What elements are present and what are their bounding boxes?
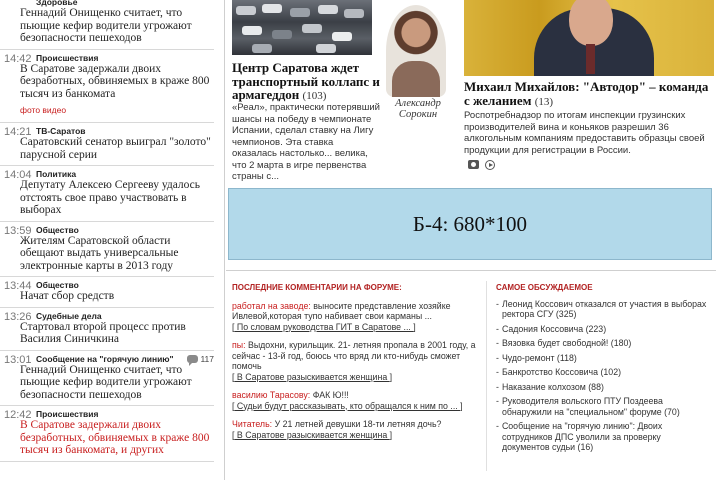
discussed-item[interactable]	[496, 396, 710, 417]
story-1-title[interactable]: Центр Саратова ждет транспортный коллапс и армагеддон (103)	[232, 60, 380, 102]
feed-item	[0, 123, 214, 166]
most-discussed	[496, 283, 710, 457]
discussed-link[interactable]: Чудо-ремонт (118)	[501, 352, 577, 363]
feed-item	[0, 406, 214, 462]
forum-comment	[232, 301, 478, 333]
feed-title[interactable]: Начат сбор средств	[20, 290, 115, 302]
discussed-item[interactable]	[496, 367, 710, 378]
author-name[interactable]: Александр Сорокин	[395, 98, 441, 120]
feed-time: 13:26	[4, 310, 32, 323]
feed-title[interactable]: Стартовал второй процесс против Василия Синичкина	[20, 320, 186, 345]
feed-title[interactable]: В Саратове задержали двоих безработных, обвиняемых в краже 800 тысяч из банкомата	[20, 62, 210, 100]
feed-item	[0, 308, 214, 351]
comment-text: Выдохни, курильщик. 21- летняя пропала в 2001 году, а сейчас - 13-й год, боюсь что вряд ли кто-нибудь сможет помочь	[232, 340, 476, 371]
feed-title[interactable]: Геннадий Онищенко считает, что пьющие кефир водители угрожают безопасности пешеходов	[20, 7, 192, 44]
comment-user[interactable]: василию Тарасову:	[232, 390, 311, 400]
section-divider	[486, 281, 487, 471]
comment-text: ФАК Ю!!!	[312, 390, 349, 400]
traffic-photo[interactable]	[232, 0, 372, 55]
feed-title[interactable]: Геннадий Онищенко считает, что пьющие кефир водители угрожают безопасности пешеходов	[20, 363, 192, 401]
comment-count[interactable]: 117	[187, 354, 214, 364]
comment-bubble-icon	[187, 355, 198, 363]
feed-time: 14:21	[4, 126, 32, 138]
comment-topic-link[interactable]: [ В Саратове разыскивается женщина ]	[232, 371, 393, 382]
bullet: -	[496, 352, 499, 363]
bullet: -	[496, 396, 499, 406]
feed-category[interactable]: Общество	[36, 280, 79, 290]
comment-topic-link[interactable]: [ По словам руководства ГИТ в Саратове ... ]	[232, 321, 416, 332]
discussed-item[interactable]	[496, 299, 710, 320]
comment-text: У 21 летней девушки 18-ти летняя дочь?	[274, 419, 442, 429]
discussed-item[interactable]	[496, 382, 710, 393]
bullet: -	[496, 338, 499, 348]
discussed-link[interactable]: Садония Коссовича (223)	[501, 323, 607, 334]
discussed-item[interactable]	[496, 421, 710, 453]
feed-category[interactable]: Происшествия	[36, 409, 99, 419]
play-icon[interactable]	[485, 160, 495, 170]
feed-title[interactable]: Саратовский сенатор выиграл "золото" парусной серии	[20, 136, 211, 161]
feed-item	[0, 222, 214, 278]
bullet: -	[496, 367, 499, 377]
camera-icon[interactable]	[468, 160, 479, 169]
feed-category[interactable]: Сообщение на "горячую линию"	[36, 353, 174, 364]
bullet: -	[496, 323, 499, 334]
comment-user[interactable]: Читатель:	[232, 419, 273, 429]
feed-title[interactable]: В Саратове задержали двоих безработных, обвиняемых в краже 800 тысяч из банкомата, и других	[20, 419, 210, 456]
forum-comments	[232, 283, 478, 440]
story-2-text: Роспотребнадзор по итогам инспекции грузинских производителей вина и коньяков разрешил 36 алкогольным компаниям предоставить образцы своей продукции для регистрации в России.	[464, 110, 705, 156]
discussed-title: САМОЕ ОБСУЖДАЕМОЕ	[496, 283, 593, 292]
feed-category[interactable]: ТВ-Саратов	[36, 126, 86, 136]
mayor-photo[interactable]	[464, 0, 714, 76]
comments-title: ПОСЛЕДНИЕ КОММЕНТАРИИ НА ФОРУМЕ:	[232, 283, 402, 292]
author-avatar[interactable]	[386, 5, 446, 97]
comment-text: выносите представление хозяйке Ивлевой,которая тупо набивает свои карманы ...	[232, 300, 451, 321]
discussed-link[interactable]: Банкротство Коссовича (102)	[501, 367, 622, 377]
feed-time: 13:59	[4, 224, 32, 237]
comment-topic-link[interactable]: [ В Саратове разыскивается женщина ]	[232, 429, 393, 440]
feed-item	[0, 0, 214, 50]
forum-comment	[232, 390, 478, 411]
bullet: -	[496, 381, 499, 392]
bullet: -	[496, 298, 499, 309]
feed-time: 13:01	[4, 353, 32, 366]
story-2-title[interactable]: Михаил Михайлов: "Автодор" – команда с желанием (13)	[464, 79, 709, 108]
discussed-link[interactable]: Наказание колхозом (88)	[501, 381, 604, 392]
feed-time: 12:42	[4, 409, 32, 421]
lower-section	[226, 270, 716, 480]
feed-item	[0, 166, 214, 222]
discussed-link[interactable]: Руководителя вольского ПТУ Поздеева обнаружили на "специальном" форуме (70)	[501, 396, 680, 417]
comment-topic-link[interactable]: [ Судьи будут рассказывать, кто обращался к ним по ... ]	[232, 400, 463, 411]
feed-item	[0, 50, 214, 124]
feed-category[interactable]: Политика	[36, 169, 77, 179]
forum-comment	[232, 419, 478, 440]
story-2-media	[468, 160, 495, 170]
column-divider	[224, 0, 225, 480]
feed-time: 14:42	[4, 52, 32, 65]
media-links[interactable]: фото видео	[20, 105, 67, 115]
feed-category[interactable]: Общество	[36, 224, 79, 235]
feed-category[interactable]: Судебные дела	[36, 310, 102, 321]
feed-category[interactable]: Здоровье	[36, 0, 78, 7]
feed-item	[0, 277, 214, 308]
feed-title[interactable]: Жителям Саратовской области обещают выдать универсальные электронные карты в 2013 году	[20, 234, 179, 272]
bullet: -	[496, 421, 499, 431]
discussed-item[interactable]	[496, 324, 710, 335]
story-1-text: «Реал», практически потерявший шансы на победу в чемпионате Испании, сделал ставку на Лигу чемпионов. Эта ставка оказалась настолько... велика, что 2 марта в игре первенства страны с...	[232, 102, 380, 182]
feed-title[interactable]: Депутату Алексею Сергееву удалось отстоять свое право участвовать в выборах	[20, 179, 201, 216]
discussed-item[interactable]	[496, 338, 710, 349]
feed-time: 13:44	[4, 280, 32, 292]
top-story-2	[464, 0, 714, 185]
feed-time: 14:04	[4, 169, 32, 181]
news-feed	[0, 0, 214, 480]
discussed-link[interactable]: Леонид Коссович отказался от участия в выборах ректора СГУ (325)	[501, 298, 707, 319]
discussed-item[interactable]	[496, 353, 710, 364]
forum-comment	[232, 340, 478, 382]
discussed-link[interactable]: Сообщение на "горячую линию": Двоих сотрудников ДПС уволили за проверку документов судьи (16)	[501, 421, 663, 452]
feed-category[interactable]: Происшествия	[36, 52, 99, 63]
ad-banner[interactable]: Б-4: 680*100	[228, 188, 712, 260]
comment-user[interactable]: пы:	[232, 340, 246, 350]
comment-user[interactable]: работал на заводе:	[232, 300, 311, 311]
discussed-link[interactable]: Вязовка будет свободной! (180)	[501, 338, 632, 348]
feed-item	[0, 351, 214, 407]
